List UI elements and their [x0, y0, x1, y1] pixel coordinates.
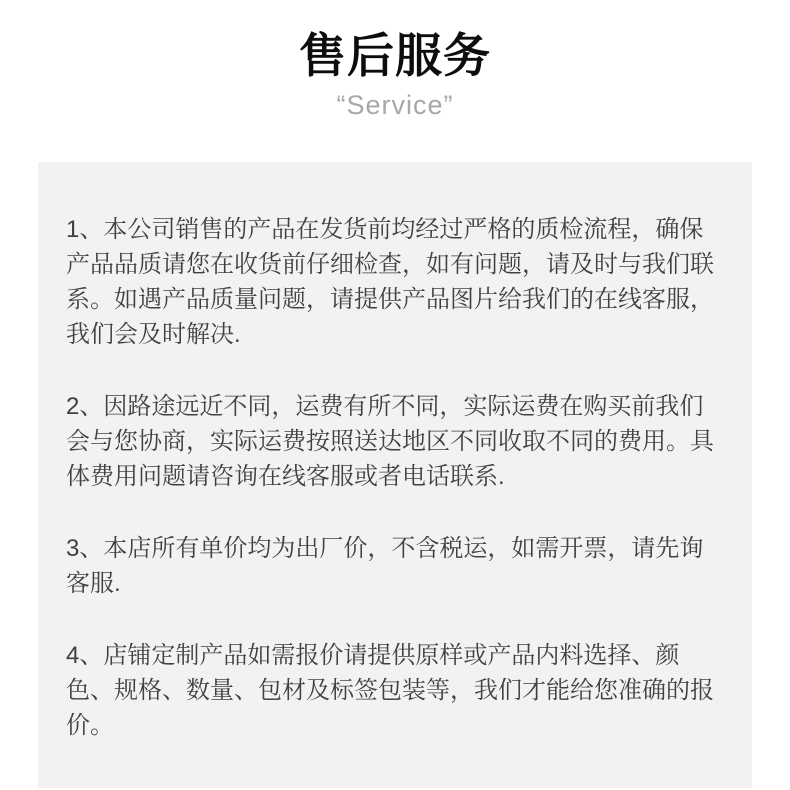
service-note-quality-check: 1、本公司销售的产品在发货前均经过严格的质检流程，确保产品品质请您在收货前仔细检查，如有问题，请及时与我们联系。如遇产品质量问题，请提供产品图片给我们的在线客服，我们会及时解决. [66, 216, 714, 349]
page-subtitle: “Service” [336, 90, 454, 121]
service-note-factory-price: 3、本店所有单价均为出厂价，不含税运，如需开票，请先询客服. [66, 535, 704, 598]
page-title: 售后服务 [299, 29, 491, 82]
service-notes-panel [38, 162, 752, 788]
service-note-custom-quote: 4、店铺定制产品如需报价请提供原样或产品内料选择、颜色、规格、数量、包材及标签包装等，我们才能给您准确的报价。 [66, 642, 714, 740]
service-note-shipping-fees: 2、因路途远近不同，运费有所不同，实际运费在购买前我们会与您协商，实际运费按照送达地区不同收取不同的费用。具体费用问题请咨询在线客服或者电话联系. [66, 393, 714, 491]
section-header [0, 28, 790, 121]
